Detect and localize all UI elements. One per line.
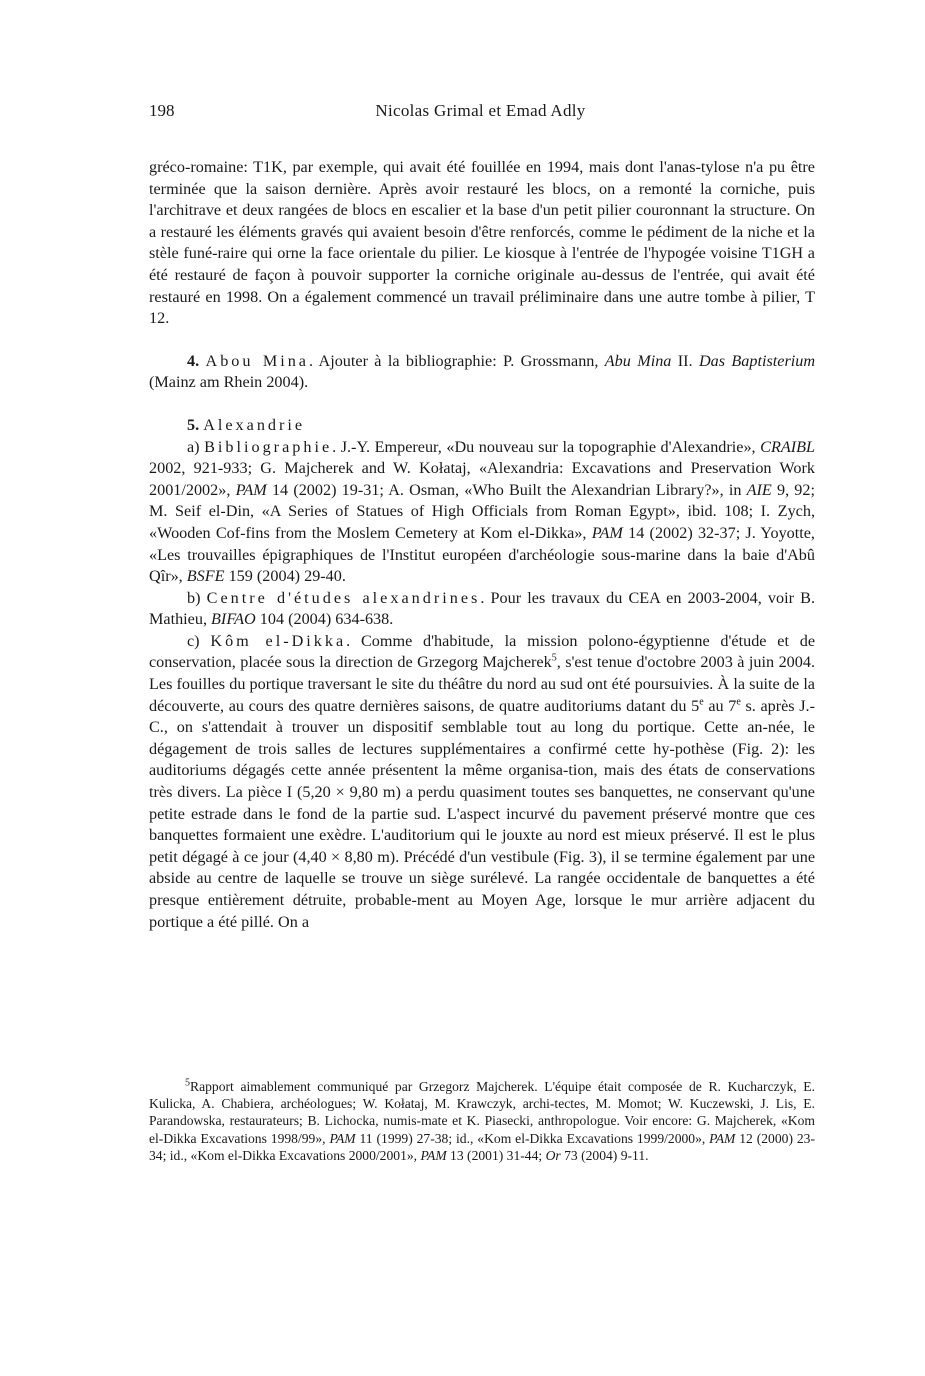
section-abou-mina: 4. Abou Mina. Ajouter à la bibliographie: P. Grossmann, Abu Mina II. Das Baptisterium (Mainz am Rhein 2004). <box>149 351 816 392</box>
section-alexandrie-heading <box>149 415 815 437</box>
subsection-kom-el-dikka: c) Kôm el-Dikka. Comme d'habitude, la mission polono-égyptienne d'étude et de conservation, placée sous la direction de Grzegorg Majcherek$^5$, s'est tenue d'octobre 2003 à juin 2004. Les fouilles du portique traversant le site du théâtre du nord au sud ont été poursuivies. À la suite de la découverte, au cours des quatre dernières saisons, de quatre auditoriums datant du 5e au 7e s. après J.-C., on s'attendait à trouver un dispositif semblable tout au long du portique. Cette an-née, le dégagement de trois salles de lectures supplémentaires a confirmé cette hy-pothèse (Fig. 2): les auditoriums dégagés cette année présentent la même organisa-tion, mais des états de conservations très divers. La pièce I (5,20 × 9,80 m) a perdu quasiment toutes ses banquettes, ne conservant qu'une petite estrade dans le fond de la partie sud. L'aspect incurvé du pavement préservé montre que ces banquettes formaient une exèdre. L'auditorium qui le jouxte au nord est mieux préservé. Il est le plus petit dégagé à ce jour (4,40 × 8,80 m). Précédé d'un vestibule (Fig. 3), il se termine également par une abside au centre de laquelle se trouve un siège surélevé. La rangée occidentale de banquettes a été presque entièrement détruite, probable-ment au Moyen Age, lorsque le mur arrière adjacent du portique a été pillé. On a <box>149 631 816 931</box>
section-number: 4. <box>187 351 200 370</box>
footnote-ref[interactable]: 5 <box>551 653 557 665</box>
subsection-heading: Bibliographie <box>204 437 333 456</box>
subsection-heading: Kôm el-Dikka <box>210 631 347 650</box>
subsection-bibliographie: a) Bibliographie. J.-Y. Empereur, «Du nouveau sur la topographie d'Alexandrie», CRAIBL 2002, 921-933; G. Majcherek and W. Kołataj, «Alexandria: Excavations and Preservation Work 2001/2002», PAM 14 (2002) 19-31; A. Osman, «Who Built the Alexandrian Library?», in AIE 9, 92; M. Seif el-Din, «A Series of Statues of High Officials from Roman Egypt», ibid. 108; I. Zych, «Wooden Cof-fins from the Moslem Cemetery at Kom el-Dikka», PAM 14 (2002) 32-37; J. Yoyotte, «Les trouvailles épigraphiques de l'Institut européen d'archéologie sous-marine dans la baie d'Abû Qîr», BSFE 159 (2004) 29-40. <box>149 437 815 586</box>
main-text <box>149 157 815 933</box>
section-number: 5. <box>187 415 200 434</box>
paragraph-intro: gréco-romaine: T1K, par exemple, qui avait été fouillée en 1994, mais dont l'anas-tylose n'a pu être terminée que la saison dernière. Après avoir restauré les blocs, on a remonté la corniche, puis l'architrave et deux rangées de blocs en escalier et la base d'un petit pilier couronnant la structure. On a restauré les éléments gravés qui avaient besoin d'être renforcés, comme le pédiment de la niche et la stèle funé-raire qui orne la face orientale du pilier. Le kiosque à l'entrée de l'hypogée voisine T1GH a été restauré de façon à pouvoir supporter la corniche originale au-dessus de l'entrée, qui avait été restauré en 1998. On a également commencé un travail préliminaire dans une autre tombe à pilier, T 12. <box>149 158 815 328</box>
footnote-5: $^5$Rapport aimablement communiqué par Grzegorz Majcherek. L'équipe était composée de R. Kucharczyk, E. Kulicka, A. Chabiera, archéologues; W. Kołataj, M. Krawczyk, archi-tectes, M. Momot; W. Kuczewski, J. Lis, E. Parandowska, restaurateurs; B. Lichocka, numis-mate et K. Piasecki, anthropologue. Voir encore: G. Majcherek, «Kom el-Dikka Excavations 1998/99», PAM 11 (1999) 27-38; id., «Kom el-Dikka Excavations 1999/2000», PAM 12 (2000) 23-34; id., «Kom el-Dikka Excavations 2000/2001», PAM 13 (2001) 31-44; Or 73 (2004) 9-11. <box>149 1077 815 1163</box>
subsection-heading: Centre d'études alexandrines <box>206 588 481 607</box>
page-number: 198 <box>149 101 175 120</box>
section-heading: Abou Mina <box>205 351 309 370</box>
section-heading: Alexandrie <box>203 415 306 434</box>
footnote-marker: 5 <box>185 1077 190 1089</box>
subsection-centre-etudes: b) Centre d'études alexandrines. Pour les travaux du CEA en 2003-2004, voir B. Mathieu, BIFAO 104 (2004) 634-638. <box>149 588 816 629</box>
footnotes <box>149 1078 815 1164</box>
running-head: Nicolas Grimal et Emad Adly <box>375 101 586 120</box>
